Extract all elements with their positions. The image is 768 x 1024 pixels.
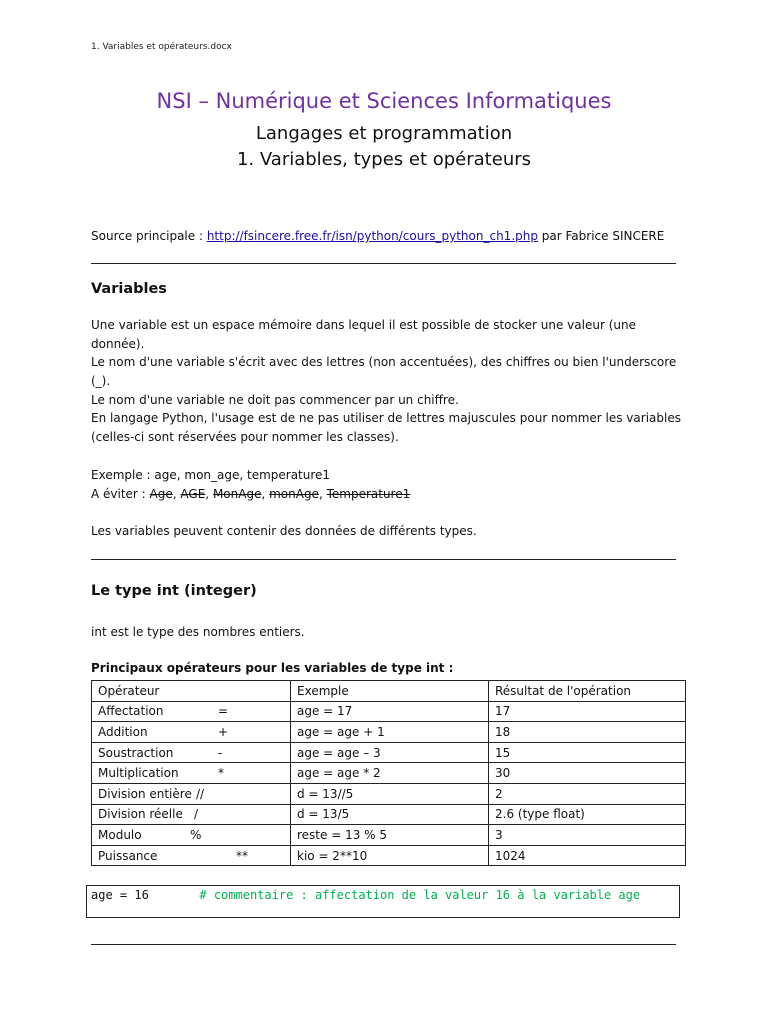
example-cell: kio = 2**10 (291, 845, 489, 866)
paragraph: Les variables peuvent contenir des données de différents types. (91, 524, 477, 538)
table-header-row (92, 681, 686, 702)
example-cell: reste = 13 % 5 (291, 825, 489, 846)
result-cell: 1024 (489, 845, 686, 866)
document-subtitle-1: Langages et programmation (255, 123, 513, 144)
operator-name: Division entière (98, 786, 192, 801)
table-row (92, 825, 686, 846)
paragraph: Une variable est un espace mémoire dans lequel il est possible de stocker une valeur (une donnée). (91, 318, 636, 351)
operator-cell (92, 783, 291, 804)
table-header-cell: Résultat de l'opération (489, 681, 686, 702)
operator-name: Multiplication (98, 766, 179, 781)
result-cell: 17 (489, 701, 686, 722)
operator-name: Modulo (98, 827, 142, 842)
table-row (92, 783, 686, 804)
code-statement: age = 16 (91, 888, 200, 902)
paragraph-line: (celles-ci sont réservées pour nommer les classes). (91, 430, 399, 444)
table-header-cell: Exemple (291, 681, 489, 702)
example-cell: d = 13//5 (291, 783, 489, 804)
paragraph (91, 466, 691, 504)
operator-cell (92, 845, 291, 866)
result-cell: 15 (489, 742, 686, 763)
operator-symbol: % (190, 827, 202, 842)
operator-cell (92, 763, 291, 784)
example-line: Exemple : age, mon_age, temperature1 (91, 468, 331, 482)
paragraph-line: En langage Python, l'usage est de ne pas utiliser de lettres majuscules pour nommer les variables (91, 411, 681, 425)
divider (91, 263, 676, 264)
table-row (92, 845, 686, 866)
operator-symbol: - (218, 745, 223, 760)
table-header-cell: Opérateur (92, 681, 291, 702)
document-subtitle-2: 1. Variables, types et opérateurs (236, 149, 532, 170)
table-row (92, 804, 686, 825)
avoid-prefix: A éviter : (91, 487, 150, 501)
operator-name: Addition (98, 724, 148, 739)
divider (91, 559, 676, 560)
avoid-item: Temperature1 (326, 487, 411, 501)
operator-symbol: = (218, 704, 229, 719)
table-row (92, 722, 686, 743)
operator-name: Puissance (98, 848, 158, 863)
result-cell: 2 (489, 783, 686, 804)
result-cell: 18 (489, 722, 686, 743)
source-link[interactable]: http://fsincere.free.fr/isn/python/cours_python_ch1.php (206, 229, 538, 243)
example-cell: age = 17 (291, 701, 489, 722)
operator-name: Soustraction (98, 745, 174, 760)
avoid-item: Age (149, 487, 173, 501)
code-comment: # commentaire : affectation de la valeur 16 à la variable age (199, 888, 641, 902)
result-cell: 2.6 (type float) (489, 804, 686, 825)
paragraph-line: Le nom d'une variable ne doit pas commencer par un chiffre. (91, 393, 459, 407)
operator-symbol: + (218, 724, 229, 739)
example-cell: age = age * 2 (291, 763, 489, 784)
result-cell: 30 (489, 763, 686, 784)
table-caption: Principaux opérateurs pour les variables de type int : (91, 661, 454, 675)
divider (91, 944, 676, 945)
table-row (92, 742, 686, 763)
avoid-item: AGE (180, 487, 206, 501)
avoid-line: A éviter : Age, AGE, MonAge, monAge, Temperature1 (91, 487, 411, 501)
operator-symbol: // (196, 786, 205, 801)
avoid-item: MonAge (212, 487, 262, 501)
operator-cell (92, 701, 291, 722)
example-cell: age = age – 3 (291, 742, 489, 763)
paragraph (91, 409, 691, 447)
operator-symbol: / (194, 807, 199, 822)
operator-symbol: ** (236, 848, 248, 863)
source-suffix: par Fabrice SINCERE (537, 229, 665, 243)
source-prefix: Source principale : (91, 229, 207, 243)
operator-symbol: * (218, 766, 224, 781)
operator-cell (92, 742, 291, 763)
document-filename: 1. Variables et opérateurs.docx (91, 42, 232, 52)
section-heading-int: Le type int (integer) (91, 583, 257, 599)
operators-table (91, 680, 686, 866)
avoid-item: monAge (269, 487, 319, 501)
code-block (86, 885, 680, 918)
paragraph: int est le type des nombres entiers. (91, 625, 305, 639)
operator-cell (92, 825, 291, 846)
result-cell: 3 (489, 825, 686, 846)
paragraph-line: Le nom d'une variable s'écrit avec des lettres (non accentuées), des chiffres ou bien l'underscore (_). (91, 355, 677, 388)
operator-cell (92, 804, 291, 825)
section-heading-variables: Variables (91, 281, 167, 297)
source-line (91, 229, 664, 243)
example-cell: d = 13/5 (291, 804, 489, 825)
operator-cell (92, 722, 291, 743)
example-cell: age = age + 1 (291, 722, 489, 743)
table-row (92, 701, 686, 722)
operator-name: Affectation (98, 704, 164, 719)
paragraph (91, 353, 691, 410)
table-row (92, 763, 686, 784)
document-title: NSI – Numérique et Sciences Informatiques (156, 89, 612, 113)
operator-name: Division réelle (98, 807, 183, 822)
